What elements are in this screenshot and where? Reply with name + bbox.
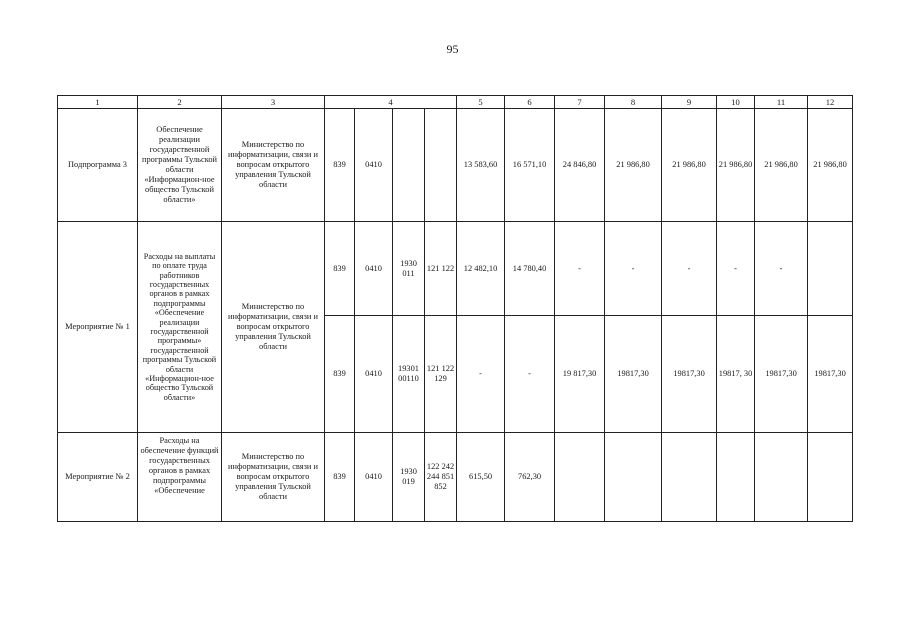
value-cell: [808, 222, 853, 316]
value-cell: [555, 433, 605, 522]
value-cell: -: [755, 222, 808, 316]
row-description: Обеспечение реализации государственной программы Тульской области «Информацион-ное общество Тульской области»: [138, 109, 222, 222]
page-number: 95: [446, 42, 459, 56]
grbs-code: 839: [325, 433, 355, 522]
row-executor: Министерство по информатизации, связи и вопросам открытого управления Тульской области: [222, 109, 325, 222]
value-cell: 21 986,80: [717, 109, 755, 222]
value-cell: 21 986,80: [662, 109, 717, 222]
value-cell: 19817,30: [808, 316, 853, 433]
row-executor: Министерство по информатизации, связи и вопросам открытого управления Тульской области: [222, 222, 325, 433]
header-cell: 9: [662, 96, 717, 109]
value-cell: 12 482,10: [457, 222, 505, 316]
header-cell: 11: [755, 96, 808, 109]
header-cell: 3: [222, 96, 325, 109]
value-cell: 13 583,60: [457, 109, 505, 222]
target-article: 1930 019: [393, 433, 425, 522]
grbs-code: 839: [325, 222, 355, 316]
header-cell: 4: [325, 96, 457, 109]
header-cell: 1: [58, 96, 138, 109]
value-cell: 19817,30: [605, 316, 662, 433]
value-cell: 21 986,80: [755, 109, 808, 222]
value-cell: 19 817,30: [555, 316, 605, 433]
header-cell: 5: [457, 96, 505, 109]
row-name: Подпрограмма 3: [58, 109, 138, 222]
value-cell: 16 571,10: [505, 109, 555, 222]
value-cell: [662, 433, 717, 522]
grbs-code: 839: [325, 316, 355, 433]
expense-type: 121 122: [425, 222, 457, 316]
value-cell: [605, 433, 662, 522]
target-article: 19301 00110: [393, 316, 425, 433]
value-cell: 21 986,80: [605, 109, 662, 222]
expense-type: 122 242 244 851 852: [425, 433, 457, 522]
section-code: 0410: [355, 316, 393, 433]
section-code: 0410: [355, 222, 393, 316]
value-cell: -: [555, 222, 605, 316]
grbs-code: 839: [325, 109, 355, 222]
value-cell: -: [457, 316, 505, 433]
value-cell: [755, 433, 808, 522]
value-cell: 19817,30: [755, 316, 808, 433]
expense-type: [425, 109, 457, 222]
value-cell: 14 780,40: [505, 222, 555, 316]
value-cell: -: [717, 222, 755, 316]
target-article: [393, 109, 425, 222]
value-cell: [717, 433, 755, 522]
table-row: [58, 109, 853, 222]
value-cell: 24 846,80: [555, 109, 605, 222]
table-row: [58, 222, 853, 316]
expense-type: 121 122 129: [425, 316, 457, 433]
value-cell: -: [505, 316, 555, 433]
header-cell: 7: [555, 96, 605, 109]
value-cell: 615,50: [457, 433, 505, 522]
row-description: Расходы на выплаты по оплате труда работников государственных органов в рамках подпрограммы «Обеспечение реализации государственной программы» государственной программы Тульской области «Информацион-ное общество Тульской области»: [138, 222, 222, 433]
value-cell: 19817, 30: [717, 316, 755, 433]
row-executor: Министерство по информатизации, связи и вопросам открытого управления Тульской области: [222, 433, 325, 522]
value-cell: 19817,30: [662, 316, 717, 433]
section-code: 0410: [355, 109, 393, 222]
target-article: 1930 011: [393, 222, 425, 316]
header-cell: 6: [505, 96, 555, 109]
header-row: [58, 96, 853, 109]
value-cell: -: [605, 222, 662, 316]
value-cell: [808, 433, 853, 522]
header-cell: 8: [605, 96, 662, 109]
section-code: 0410: [355, 433, 393, 522]
value-cell: 762,30: [505, 433, 555, 522]
header-cell: 10: [717, 96, 755, 109]
header-cell: 12: [808, 96, 853, 109]
value-cell: 21 986,80: [808, 109, 853, 222]
row-description: Расходы на обеспечение функций государственных органов в рамках подпрограммы «Обеспечение: [138, 433, 222, 522]
row-name: Мероприятие № 2: [58, 433, 138, 522]
row-name: Мероприятие № 1: [58, 222, 138, 433]
budget-table: [57, 95, 853, 522]
header-cell: 2: [138, 96, 222, 109]
table-row: [58, 433, 853, 522]
value-cell: -: [662, 222, 717, 316]
